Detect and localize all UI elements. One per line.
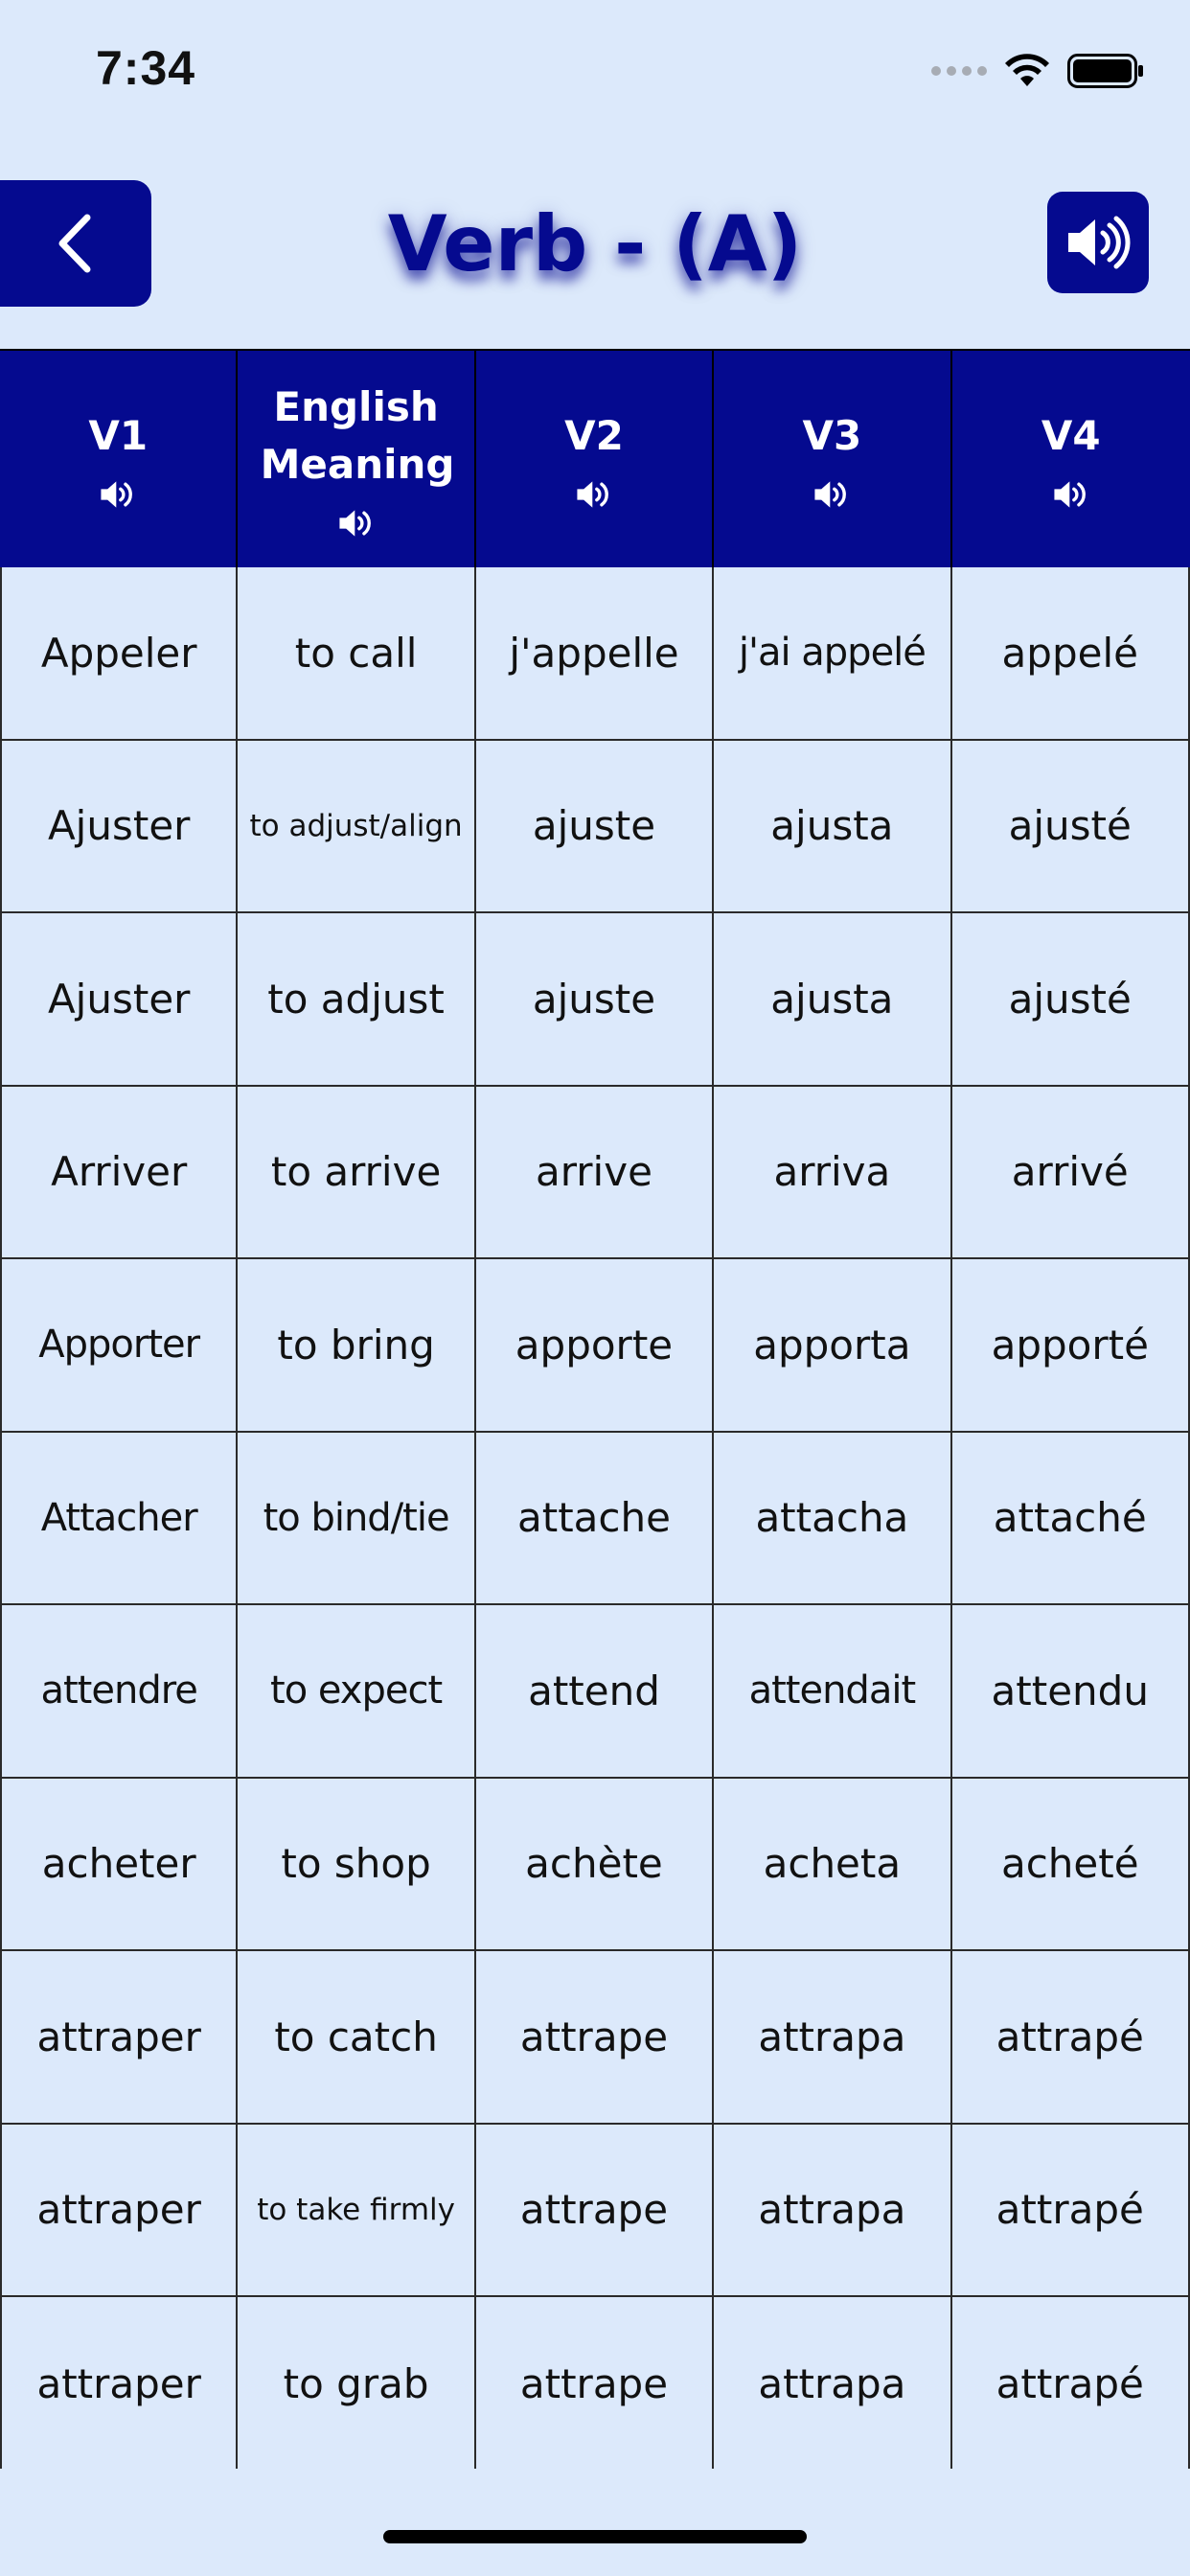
column-header-label: V2 <box>564 412 624 459</box>
table-row[interactable] <box>0 2297 1190 2469</box>
cell-v2[interactable]: arrive <box>476 1087 714 1258</box>
home-indicator[interactable] <box>383 2530 807 2543</box>
cell-v2[interactable]: achète <box>476 1779 714 1950</box>
status-bar <box>0 0 1190 144</box>
cell-english-meaning[interactable]: to shop <box>238 1779 475 1950</box>
cell-v1[interactable]: attraper <box>0 2297 238 2469</box>
cell-v1[interactable]: Attacher <box>0 1433 238 1604</box>
cell-v1[interactable]: Arriver <box>0 1087 238 1258</box>
cell-english-meaning[interactable]: to call <box>238 567 475 739</box>
cell-v2[interactable]: attrape <box>476 1951 714 2123</box>
cell-v4[interactable]: ajusté <box>952 913 1190 1085</box>
cell-v3[interactable]: attrapa <box>714 2297 951 2469</box>
cell-v2[interactable]: j'appelle <box>476 567 714 739</box>
cell-english-meaning[interactable]: to bind/tie <box>238 1433 475 1604</box>
speaker-icon[interactable] <box>1052 478 1090 511</box>
battery-icon <box>1067 54 1144 88</box>
table-row[interactable] <box>0 741 1190 914</box>
cell-english-meaning[interactable]: to take firmly <box>238 2125 475 2296</box>
column-header-v1[interactable] <box>0 351 238 567</box>
table-row[interactable] <box>0 1779 1190 1952</box>
cell-v4[interactable]: attendu <box>952 1605 1190 1777</box>
wifi-icon <box>1004 54 1050 88</box>
speaker-icon[interactable] <box>812 478 851 511</box>
cell-v3[interactable]: j'ai appelé <box>714 567 951 739</box>
cell-v3[interactable]: attendait <box>714 1605 951 1777</box>
table-row[interactable] <box>0 1259 1190 1433</box>
cell-v4[interactable]: appelé <box>952 567 1190 739</box>
table-row[interactable] <box>0 567 1190 741</box>
column-header-label: V3 <box>802 412 862 459</box>
cell-english-meaning[interactable]: to grab <box>238 2297 475 2469</box>
cell-v4[interactable]: acheté <box>952 1779 1190 1950</box>
column-header-v2[interactable] <box>476 351 714 567</box>
status-time: 7:34 <box>96 41 196 95</box>
table-row[interactable] <box>0 913 1190 1087</box>
table-header-row <box>0 349 1190 567</box>
cell-v3[interactable]: acheta <box>714 1779 951 1950</box>
cell-v2[interactable]: ajuste <box>476 741 714 912</box>
page-title: Verb - (A) <box>387 199 803 288</box>
cell-v1[interactable]: acheter <box>0 1779 238 1950</box>
cell-english-meaning[interactable]: to expect <box>238 1605 475 1777</box>
cell-v2[interactable]: apporte <box>476 1259 714 1431</box>
cell-v2[interactable]: attrape <box>476 2125 714 2296</box>
cell-v4[interactable]: apporté <box>952 1259 1190 1431</box>
cell-v1[interactable]: Ajuster <box>0 913 238 1085</box>
column-header-v4[interactable] <box>952 351 1190 567</box>
column-header-v3[interactable] <box>714 351 951 567</box>
cell-english-meaning[interactable]: to arrive <box>238 1087 475 1258</box>
speaker-icon <box>1064 214 1132 271</box>
cell-v2[interactable]: attend <box>476 1605 714 1777</box>
cellular-signal-icon <box>931 66 987 76</box>
cell-v1[interactable]: attraper <box>0 1951 238 2123</box>
cell-v3[interactable]: attrapa <box>714 2125 951 2296</box>
table-row[interactable] <box>0 1951 1190 2125</box>
cell-v3[interactable]: ajusta <box>714 913 951 1085</box>
table-row[interactable] <box>0 1433 1190 1606</box>
table-row[interactable] <box>0 2125 1190 2298</box>
cell-english-meaning[interactable]: to adjust/align <box>238 741 475 912</box>
cell-v1[interactable]: Ajuster <box>0 741 238 912</box>
speaker-icon[interactable] <box>575 478 613 511</box>
column-header-english-meaning[interactable] <box>238 351 475 567</box>
speaker-icon[interactable] <box>337 507 376 540</box>
cell-v3[interactable]: ajusta <box>714 741 951 912</box>
verb-table <box>0 349 1190 2469</box>
cell-v4[interactable]: attrapé <box>952 1951 1190 2123</box>
column-header-label: English Meaning <box>260 383 455 488</box>
cell-v1[interactable]: Apporter <box>0 1259 238 1431</box>
speaker-button[interactable] <box>1047 192 1149 293</box>
table-row[interactable] <box>0 1087 1190 1260</box>
cell-v4[interactable]: attrapé <box>952 2125 1190 2296</box>
cell-v3[interactable]: attacha <box>714 1433 951 1604</box>
cell-v3[interactable]: arriva <box>714 1087 951 1258</box>
cell-v4[interactable]: attaché <box>952 1433 1190 1604</box>
cell-v1[interactable]: attraper <box>0 2125 238 2296</box>
chevron-left-icon <box>47 210 104 277</box>
cell-v4[interactable]: ajusté <box>952 741 1190 912</box>
cell-v4[interactable]: attrapé <box>952 2297 1190 2469</box>
back-button[interactable] <box>0 180 151 307</box>
table-row[interactable] <box>0 1605 1190 1779</box>
cell-v2[interactable]: attache <box>476 1433 714 1604</box>
cell-v2[interactable]: attrape <box>476 2297 714 2469</box>
cell-v2[interactable]: ajuste <box>476 913 714 1085</box>
speaker-icon[interactable] <box>99 478 137 511</box>
cell-v3[interactable]: apporta <box>714 1259 951 1431</box>
cell-english-meaning[interactable]: to adjust <box>238 913 475 1085</box>
cell-v1[interactable]: Appeler <box>0 567 238 739</box>
cell-v1[interactable]: attendre <box>0 1605 238 1777</box>
column-header-label: V1 <box>88 412 149 459</box>
cell-english-meaning[interactable]: to catch <box>238 1951 475 2123</box>
cell-v3[interactable]: attrapa <box>714 1951 951 2123</box>
status-icons <box>931 54 1144 88</box>
column-header-label: V4 <box>1041 412 1101 459</box>
cell-english-meaning[interactable]: to bring <box>238 1259 475 1431</box>
cell-v4[interactable]: arrivé <box>952 1087 1190 1258</box>
